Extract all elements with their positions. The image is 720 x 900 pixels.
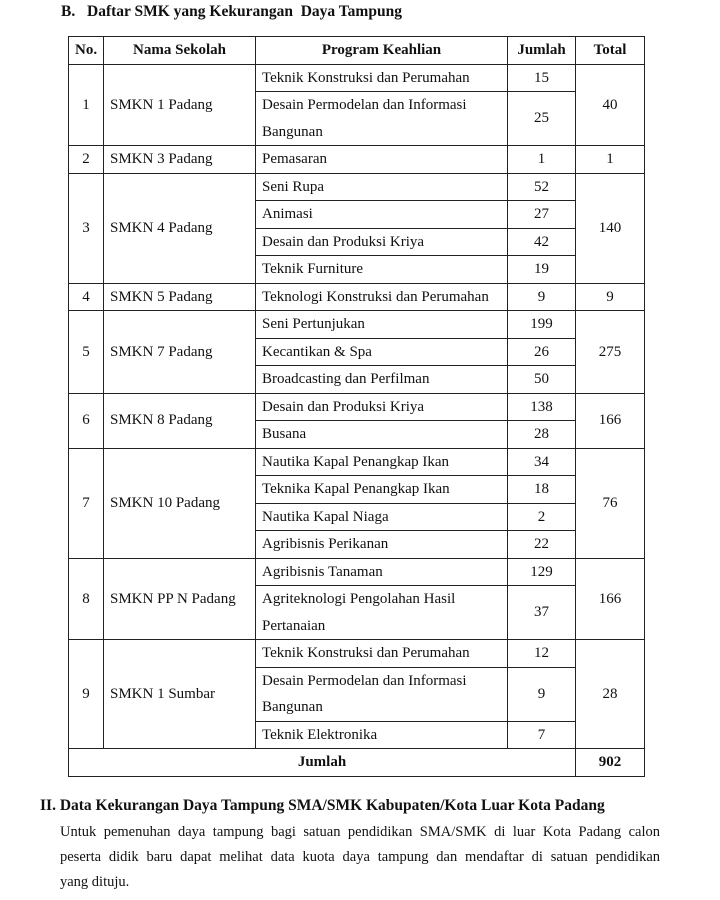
program-name: Agribisnis Perikanan — [256, 531, 508, 559]
school-total: 1 — [576, 146, 645, 174]
program-name: Seni Rupa — [256, 173, 508, 201]
paragraph-line: Untuk pemenuhan daya tampung bagi satuan pendidikan SMA/SMK di luar Kota Padang calon — [60, 824, 660, 840]
school-name: SMKN 7 Padang — [104, 311, 256, 394]
school-name: SMKN 10 Padang — [104, 448, 256, 558]
school-total: 275 — [576, 311, 645, 394]
program-count: 12 — [508, 640, 576, 668]
program-count: 26 — [508, 338, 576, 366]
program-name: Pemasaran — [256, 146, 508, 174]
section-b-title: Daftar SMK yang Kekurangan Daya Tampung — [87, 3, 402, 20]
table-row — [69, 283, 645, 311]
program-count: 42 — [508, 228, 576, 256]
paragraph-line: yang dituju. — [60, 874, 130, 890]
program-count: 22 — [508, 531, 576, 559]
table-row — [69, 173, 645, 201]
program-name: Seni Pertunjukan — [256, 311, 508, 339]
table-body — [69, 64, 645, 749]
table-row — [69, 640, 645, 668]
summary-label: Jumlah — [69, 749, 576, 777]
program-count: 37 — [508, 586, 576, 640]
program-name: Agribisnis Tanaman — [256, 558, 508, 586]
school-total: 76 — [576, 448, 645, 558]
table-row — [69, 393, 645, 421]
school-name: SMKN 8 Padang — [104, 393, 256, 448]
header-school: Nama Sekolah — [104, 37, 256, 65]
program-name: Teknik Elektronika — [256, 721, 508, 749]
paragraph-line: peserta didik baru dapat melihat data kuota daya tampung dan mendaftar di satuan pendidikan — [60, 849, 660, 865]
program-name: Desain Permodelan dan Informasi Bangunan — [256, 92, 508, 146]
header-total: Total — [576, 37, 645, 65]
row-number: 4 — [69, 283, 104, 311]
program-count: 2 — [508, 503, 576, 531]
row-number: 6 — [69, 393, 104, 448]
program-count: 19 — [508, 256, 576, 284]
row-number: 7 — [69, 448, 104, 558]
table-row — [69, 448, 645, 476]
header-no: No. — [69, 37, 104, 65]
program-count: 9 — [508, 283, 576, 311]
school-name: SMKN 3 Padang — [104, 146, 256, 174]
row-number: 5 — [69, 311, 104, 394]
header-jumlah: Jumlah — [508, 37, 576, 65]
summary-total: 902 — [576, 749, 645, 777]
school-total: 40 — [576, 64, 645, 146]
smk-capacity-table — [68, 36, 645, 777]
section-b-heading — [61, 3, 402, 21]
program-name: Busana — [256, 421, 508, 449]
row-number: 9 — [69, 640, 104, 749]
school-total: 166 — [576, 393, 645, 448]
school-name: SMKN 5 Padang — [104, 283, 256, 311]
section-b-letter: B. — [61, 3, 76, 20]
program-count: 25 — [508, 92, 576, 146]
program-name: Kecantikan & Spa — [256, 338, 508, 366]
school-name: SMKN 1 Sumbar — [104, 640, 256, 749]
row-number: 8 — [69, 558, 104, 640]
program-count: 138 — [508, 393, 576, 421]
program-count: 34 — [508, 448, 576, 476]
section-ii-heading: II. Data Kekurangan Daya Tampung SMA/SMK Kabupaten/Kota Luar Kota Padang — [40, 797, 605, 814]
table-row — [69, 311, 645, 339]
row-number: 1 — [69, 64, 104, 146]
program-count: 18 — [508, 476, 576, 504]
table-row — [69, 146, 645, 174]
program-count: 199 — [508, 311, 576, 339]
table-row — [69, 558, 645, 586]
row-number: 3 — [69, 173, 104, 283]
table-row — [69, 64, 645, 92]
program-count: 50 — [508, 366, 576, 394]
program-count: 28 — [508, 421, 576, 449]
program-name: Teknik Konstruksi dan Perumahan — [256, 640, 508, 668]
school-total: 166 — [576, 558, 645, 640]
program-name: Nautika Kapal Niaga — [256, 503, 508, 531]
program-count: 27 — [508, 201, 576, 229]
program-count: 9 — [508, 667, 576, 721]
school-total: 140 — [576, 173, 645, 283]
school-name: SMKN 4 Padang — [104, 173, 256, 283]
program-name: Agriteknologi Pengolahan Hasil Pertanaian — [256, 586, 508, 640]
program-name: Broadcasting dan Perfilman — [256, 366, 508, 394]
program-name: Nautika Kapal Penangkap Ikan — [256, 448, 508, 476]
row-number: 2 — [69, 146, 104, 174]
program-count: 7 — [508, 721, 576, 749]
school-name: SMKN PP N Padang — [104, 558, 256, 640]
school-total: 28 — [576, 640, 645, 749]
program-name: Teknik Konstruksi dan Perumahan — [256, 64, 508, 92]
program-count: 1 — [508, 146, 576, 174]
section-ii-paragraph — [60, 820, 660, 895]
program-name: Teknika Kapal Penangkap Ikan — [256, 476, 508, 504]
table-header-row — [69, 37, 645, 65]
program-count: 129 — [508, 558, 576, 586]
program-name: Desain Permodelan dan Informasi Bangunan — [256, 667, 508, 721]
program-name: Animasi — [256, 201, 508, 229]
program-name: Desain dan Produksi Kriya — [256, 228, 508, 256]
school-total: 9 — [576, 283, 645, 311]
program-name: Teknologi Konstruksi dan Perumahan — [256, 283, 508, 311]
program-count: 52 — [508, 173, 576, 201]
program-name: Desain dan Produksi Kriya — [256, 393, 508, 421]
table-summary-row — [69, 749, 645, 777]
program-name: Teknik Furniture — [256, 256, 508, 284]
header-program: Program Keahlian — [256, 37, 508, 65]
program-count: 15 — [508, 64, 576, 92]
school-name: SMKN 1 Padang — [104, 64, 256, 146]
